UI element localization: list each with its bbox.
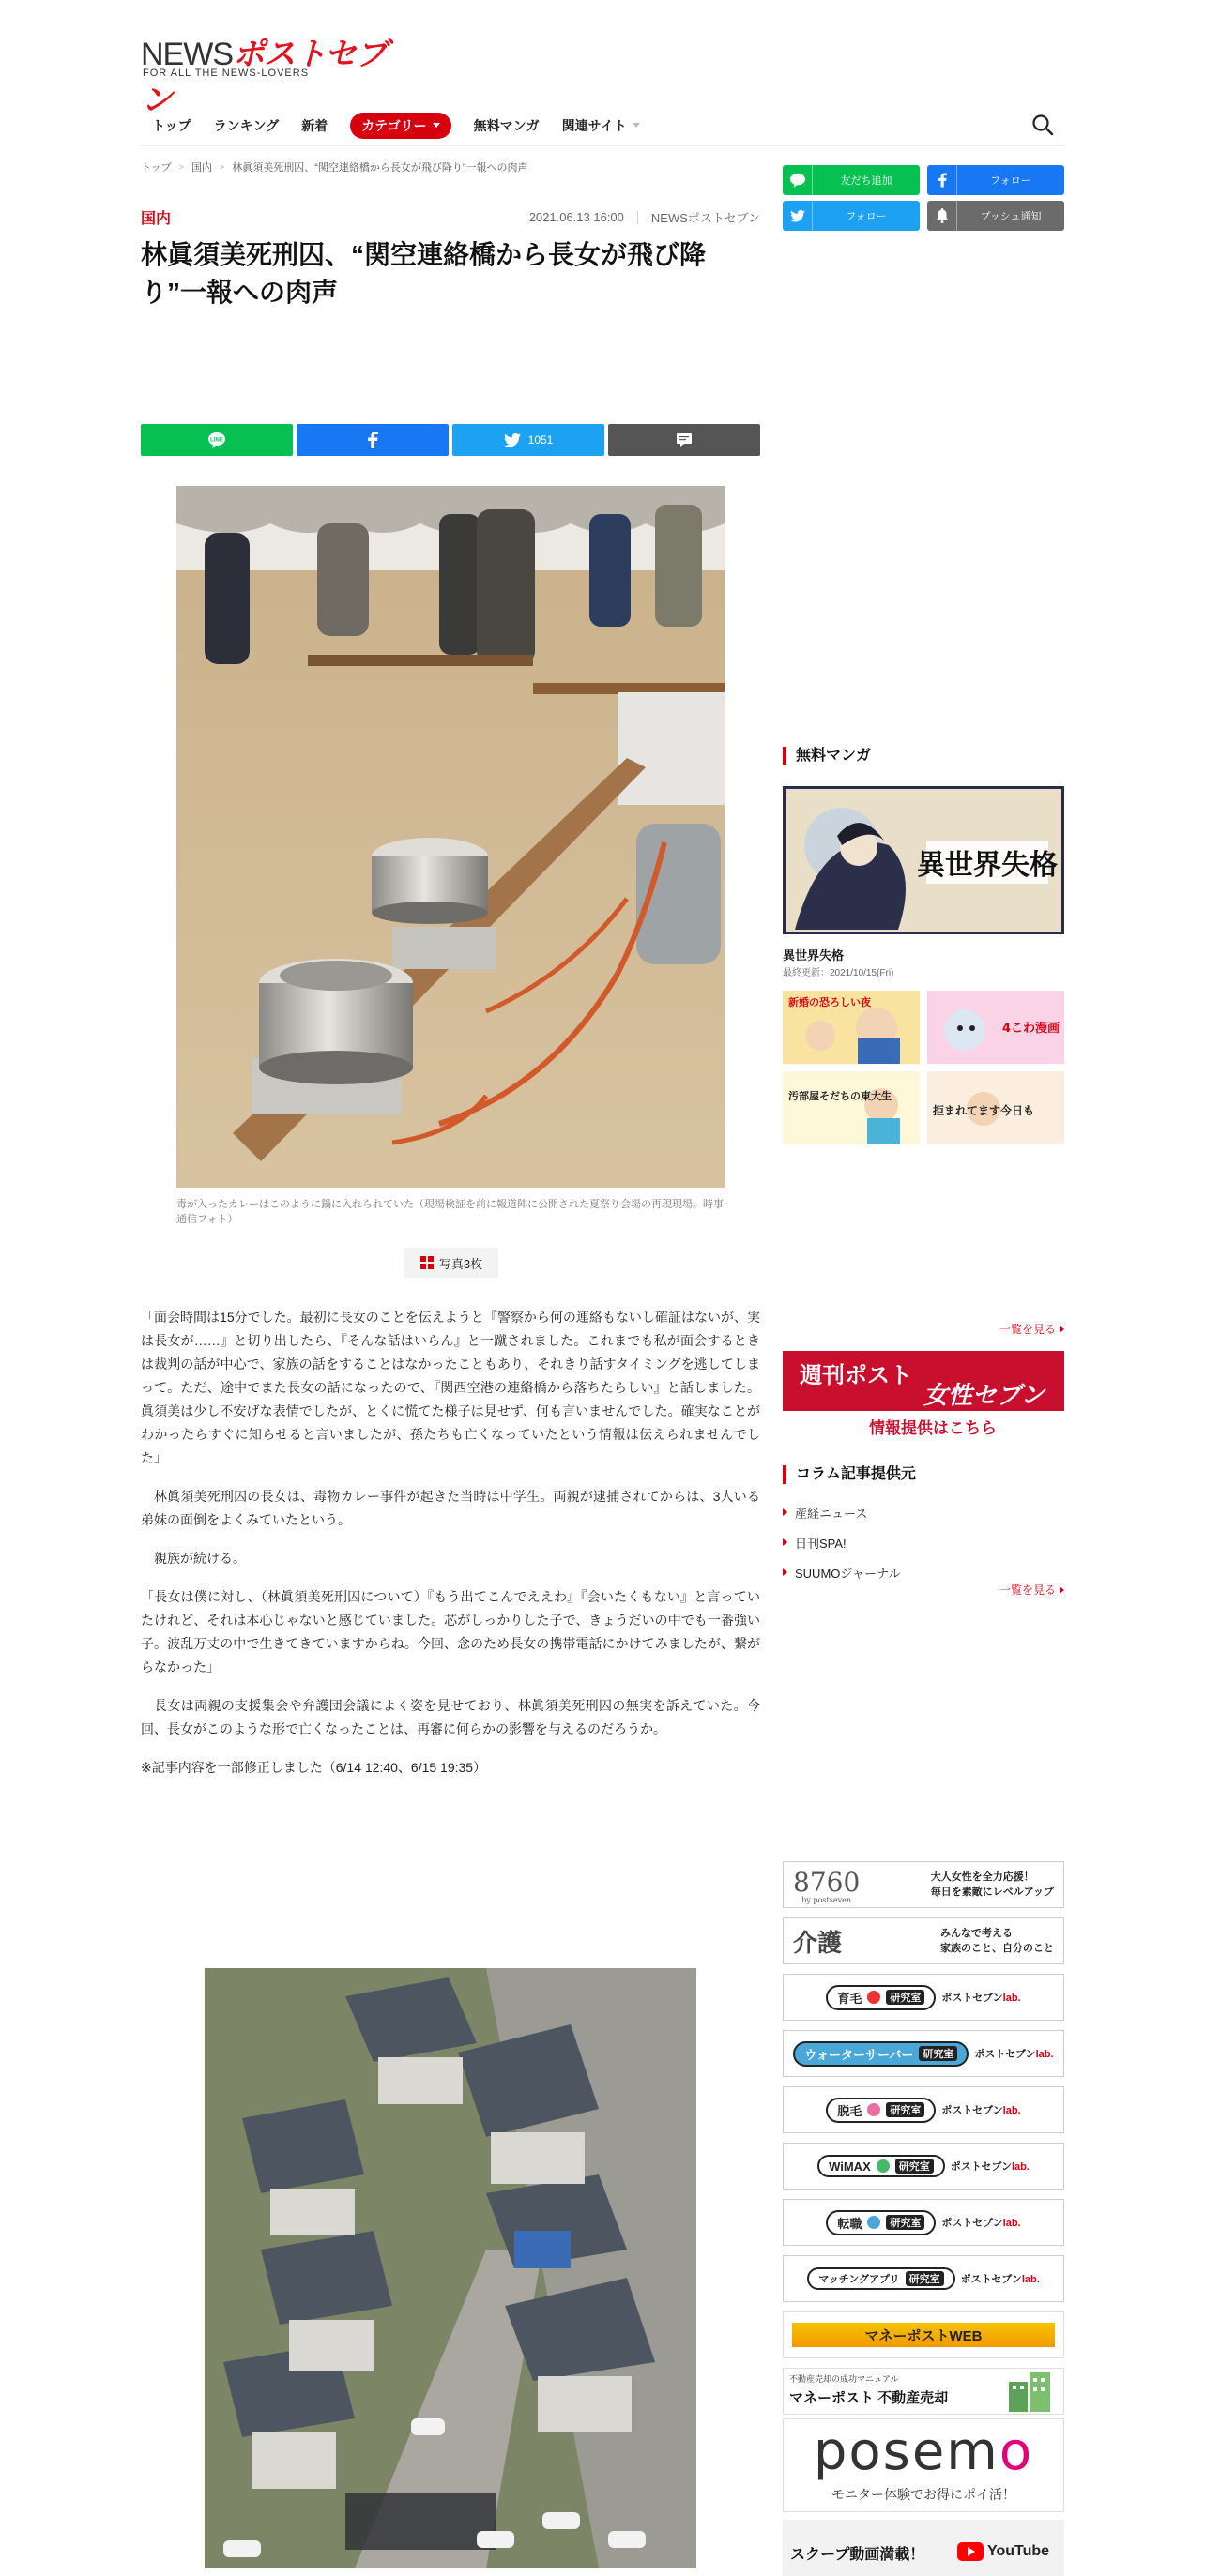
chevron-down-icon (633, 123, 640, 128)
moneypost-realestate-banner[interactable] (783, 2368, 1064, 2415)
article-paragraph: 林眞須美死刑囚の長女は、毒物カレー事件が起きた当時は中学生。両親が逮捕されてからは、3人いる弟妹の面倒をよくみていたという。 (141, 1489, 760, 1527)
facebook-icon (927, 165, 957, 195)
article-photo-aerial[interactable] (205, 1968, 696, 2568)
manga-updated-date: 最終更新：2021/10/15(Fri) (783, 968, 894, 978)
breadcrumb-separator-icon: > (178, 162, 184, 172)
posemo-tagline: モニター体験でお得にポイ活！ (831, 2487, 1015, 2502)
facebook-follow-label: フォロー (990, 175, 1031, 187)
postseven-lab-logo: ポストセブンlab. (960, 2274, 1040, 2285)
correction-note: ※記事内容を一部修正しました（6/14 12:40、6/15 19:35） (141, 1760, 487, 1775)
manga-thumb[interactable] (783, 1071, 920, 1144)
manga-thumbnails (783, 991, 1064, 1144)
breadcrumb-separator-icon: > (219, 162, 225, 172)
svg-text:汚部屋そだちの東大生: 汚部屋そだちの東大生 (788, 1090, 892, 1102)
lab-banner-matching-app[interactable] (783, 2255, 1064, 2302)
facebook-icon (367, 432, 378, 448)
lab-pill: WiMAX 研究室 (817, 2155, 945, 2177)
meta-divider (637, 211, 638, 224)
postseven-lab-logo: ポストセブンlab. (941, 2105, 1021, 2116)
photo-caption: 毒が入ったカレーはこのように鍋に入れられていた（現場検証を前に報道陣に公開された夏祭り会場の再現現場。時事通信フォト） (176, 1199, 724, 1225)
manga-thumb[interactable] (927, 991, 1064, 1064)
partner-kaigo-logo: 介護 (793, 1928, 843, 1957)
moneypost-re-tagline: 不動産売却の成功マニュアル (789, 2374, 899, 2384)
category-label[interactable]: 国内 (141, 211, 172, 227)
ad-josei-seven: 女性セブン (923, 1382, 1045, 1410)
twitter-icon (783, 201, 813, 231)
photo-count-label: 写真3枚 (438, 1256, 483, 1271)
nav-item-related-sites[interactable] (562, 116, 640, 135)
nav-item-ranking[interactable]: ランキング (213, 117, 280, 133)
partner-8760-logo: 8760 by postseven (793, 1866, 861, 1904)
comment-icon (677, 433, 692, 447)
column-source-item[interactable] (783, 1527, 1064, 1557)
lab-banner-job-change[interactable] (783, 2199, 1064, 2246)
lab-banner-water-server[interactable] (783, 2030, 1064, 2077)
column-sources-heading: コラム記事提供元 (783, 1465, 916, 1484)
manga-thumb-image (927, 991, 1064, 1064)
svg-text:4こわ漫画: 4こわ漫画 (1002, 1022, 1060, 1036)
partner-kaigo-text: みんなで考える 家族のこと、自分のこと (940, 1928, 1054, 1954)
line-icon (783, 165, 813, 195)
share-twitter-button[interactable] (452, 424, 604, 456)
manga-thumb-image (783, 991, 920, 1064)
manga-more-link[interactable] (999, 1321, 1064, 1337)
breadcrumb-domestic[interactable]: 国内 (191, 162, 212, 174)
manga-thumb[interactable] (927, 1071, 1064, 1144)
column-sources-list (783, 1497, 1064, 1587)
chevron-right-icon (1060, 1586, 1064, 1594)
ad-cta: 情報提供はこちら (869, 1419, 997, 1438)
lab-banner-hair-removal[interactable] (783, 2086, 1064, 2133)
moneypost-re-logo: マネーポスト 不動産売却 (789, 2390, 949, 2406)
share-buttons (141, 424, 760, 456)
postseven-lab-logo: ポストセブンlab. (941, 1993, 1021, 2004)
nav-item-top[interactable]: トップ (152, 117, 191, 133)
chevron-right-icon (783, 1568, 787, 1576)
posemo-banner[interactable] (783, 2418, 1064, 2512)
article-photo-curry-pots[interactable] (176, 486, 725, 1188)
manga-thumb-image (783, 1071, 920, 1144)
grid-icon (420, 1256, 434, 1269)
article-body (141, 1306, 760, 1795)
lab-banner-hair[interactable] (783, 1974, 1064, 2021)
push-notification-label: プッシュ通知 (980, 211, 1042, 222)
partner-8760-text: 大人女性を全力応援！ 毎日を素敵にレベルアップ (930, 1871, 1054, 1898)
article-meta-right (529, 208, 760, 226)
site-logo[interactable] (141, 28, 394, 118)
manga-thumb[interactable] (783, 991, 920, 1064)
youtube-play-icon (957, 2542, 984, 2561)
breadcrumb-top[interactable]: トップ (141, 162, 172, 174)
search-icon[interactable] (1030, 113, 1055, 137)
main-column (141, 159, 760, 1775)
moneypost-web-logo: マネーポストWEB (792, 2323, 1055, 2347)
photo-gallery-button[interactable] (404, 1248, 498, 1278)
column-source-label: 日刊SPA! (795, 1536, 847, 1551)
postseven-lab-logo: ポストセブンlab. (941, 2218, 1021, 2229)
manga-feature-banner[interactable] (783, 786, 1064, 934)
moneypost-web-banner[interactable] (783, 2311, 1064, 2358)
twitter-follow-label: フォロー (846, 211, 887, 222)
column-source-item[interactable] (783, 1497, 1064, 1527)
chevron-right-icon (783, 1508, 787, 1516)
chevron-down-icon (433, 123, 440, 128)
share-facebook-button[interactable] (297, 424, 449, 456)
breadcrumb-current: 林眞須美死刑囚、“関空連絡橋から長女が飛び降り”一報への肉声 (232, 162, 528, 174)
postseven-lab-logo: ポストセブンlab. (950, 2161, 1030, 2173)
column-more-link[interactable] (999, 1582, 1064, 1598)
lab-pill: 脱毛 研究室 (826, 2098, 936, 2123)
lab-banner-wimax[interactable] (783, 2143, 1064, 2190)
article-source: NEWSポストセブン (650, 211, 760, 225)
flask-icon (877, 2159, 890, 2173)
youtube-scoop-banner[interactable] (783, 2520, 1064, 2576)
manga-artwork (786, 789, 1061, 932)
breadcrumb (141, 159, 760, 174)
flask-icon (867, 2216, 880, 2229)
lab-pill: 転職 研究室 (826, 2210, 936, 2235)
facebook-follow-button[interactable] (927, 165, 1064, 195)
manga-title[interactable]: 異世界失格 (783, 948, 845, 962)
lab-pill: 育毛 研究室 (826, 1985, 936, 2010)
youtube-logo: YouTube (957, 2542, 1049, 2561)
flask-icon (867, 1991, 880, 2004)
publish-date: 2021.06.13 16:00 (528, 210, 624, 224)
svg-text:拒まれてます今日も: 拒まれてます今日も (933, 1104, 1035, 1117)
article-meta (141, 206, 760, 225)
partner-kaigo-banner[interactable] (783, 1917, 1064, 1964)
chevron-right-icon (1060, 1326, 1064, 1333)
logo-wordmark: NEWSポストセブン (141, 37, 387, 118)
share-line-button[interactable] (141, 424, 293, 456)
global-nav (141, 105, 1064, 146)
scoop-label: スクープ動画満載！ (790, 2547, 925, 2563)
bell-icon (927, 201, 957, 231)
nav-category-label: カテゴリー (361, 117, 427, 133)
more-label: 一覧を見る (999, 1323, 1056, 1336)
twitter-share-count: 1051 (527, 433, 554, 447)
column-source-label: SUUMOジャーナル (795, 1566, 901, 1581)
comment-button[interactable] (608, 424, 760, 456)
tip-submission-banner[interactable] (783, 1351, 1064, 1443)
manga-thumb-image (927, 1071, 1064, 1144)
flask-icon (867, 2103, 880, 2116)
nav-related-label: 関連サイト (561, 117, 627, 133)
ad-weekly-post: 週刊ポスト (800, 1362, 912, 1388)
line-add-friend-label: 友だち追加 (840, 175, 892, 187)
photo-image (176, 486, 725, 1188)
lab-pill: マッチングアプリ 研究室 (807, 2267, 954, 2290)
logo-tagline: FOR ALL THE NEWS-LOVERS (143, 68, 310, 79)
nav-item-free-manga[interactable]: 無料マンガ (473, 117, 540, 133)
photo-image (205, 1968, 696, 2568)
article-title: 林眞須美死刑囚、“関空連絡橋から長女が飛び降り”一報への肉声 (141, 240, 707, 307)
push-notification-button[interactable] (927, 201, 1064, 231)
tip-banner-image (783, 1351, 1064, 1443)
more-label: 一覧を見る (999, 1583, 1056, 1597)
follow-buttons (783, 165, 1064, 231)
postseven-lab-logo: ポストセブンlab. (974, 2049, 1054, 2060)
sidebar (783, 165, 1064, 2563)
line-icon (207, 432, 226, 448)
svg-text:新婚の恐ろしい夜: 新婚の恐ろしい夜 (788, 996, 871, 1008)
article-paragraph: 長女は両親の支援集会や弁護団会議によく姿を見せており、林眞須美死刑囚の無実を訴えていた。今回、長女がこのような形で亡くなったことは、再審に何らかの影響を与えるのだろうか。 (141, 1698, 760, 1736)
twitter-follow-button[interactable] (783, 201, 920, 231)
nav-item-category[interactable] (350, 113, 450, 139)
line-add-friend-button[interactable] (783, 165, 920, 195)
chevron-right-icon (783, 1538, 787, 1546)
manga-artwork-title: 異世界失格 (917, 849, 1058, 882)
nav-item-new[interactable]: 新着 (301, 117, 328, 133)
article-paragraph: 「面会時間は15分でした。最初に長女のことを伝えようと『警察から何の連絡もないし確証はないが、実は長女が……』と切り出したら、『そんな話はいらん』と一蹴されました。これまでも私が面会するときは裁判の話が中心で、家族の話をすることはなかったこともあり、それきり話すタイミングを逃してしまって。ただ、途中でまた長女の話になったので、『関西空港の連絡橋から落ちたらしい』と話しました。眞須美は少し不安げな表情でしたが、とくに慌てた様子は見せず、何も言いませんでした。確実なことがわかったらすぐに知らせると言いましたが、孫たちも亡くなっていたという情報は伝えられませんでした」 (141, 1310, 760, 1465)
posemo-logo: posemo (813, 2421, 1034, 2482)
svg-text:LINE: LINE (210, 437, 223, 444)
article-paragraph: 「長女は僕に対し、（林眞須美死刑囚について）『もう出てこんでええわ』『会いたくもない』と言っていたけれど、それは本心じゃないと感じていました。芯がしっかりした子で、きょうだいの中でも一番強い子。波乱万丈の中で生きてきていますからね。今回、念のため長女の携帯電話にかけてみましたが、繋がらなかった」 (141, 1589, 760, 1674)
article-paragraph: 親族が続ける。 (154, 1551, 246, 1566)
partner-8760-banner[interactable] (783, 1861, 1064, 1908)
building-icon (1001, 2372, 1058, 2412)
column-source-label: 産経ニュース (795, 1506, 868, 1521)
free-manga-heading: 無料マンガ (783, 747, 871, 765)
twitter-icon (504, 433, 521, 447)
lab-pill: ウォーターサーバー 研究室 (793, 2041, 969, 2067)
partner-banners (783, 1861, 1064, 2576)
